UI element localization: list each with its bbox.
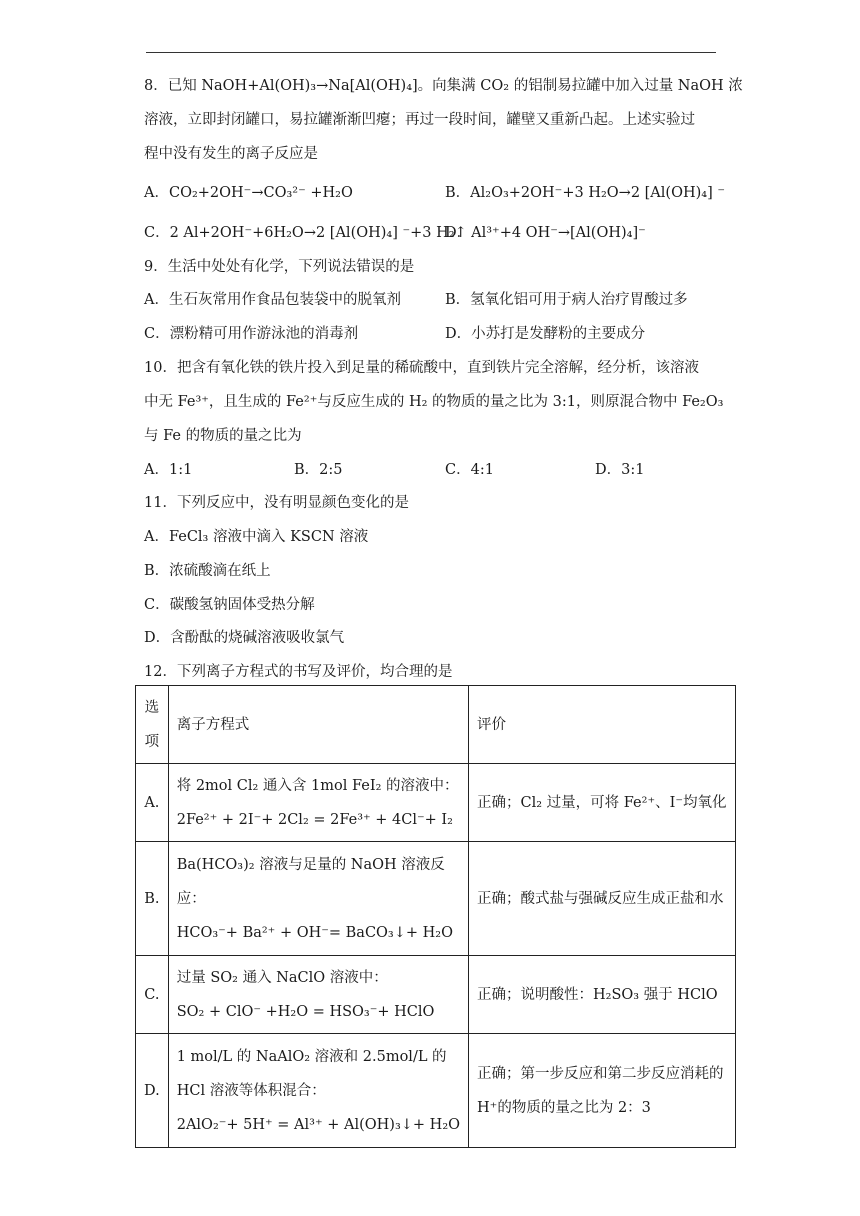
q8-option-d[interactable]: D．Al³⁺+4 OH⁻→[Al(OH)₄]⁻ xyxy=(445,225,646,241)
row-d-equation xyxy=(168,1034,468,1148)
q12-stem: 12．下列离子方程式的书写及评价，均合理的是 xyxy=(144,664,453,680)
row-b-eq-line1: Ba(HCO₃)₂ 溶液与足量的 NaOH 溶液反 xyxy=(176,856,445,873)
q8-option-b[interactable]: B．Al₂O₃+2OH⁻+3 H₂O→2 [Al(OH)₄] ⁻ xyxy=(445,185,725,201)
q9-stem: 9．生活中处处有化学，下列说法错误的是 xyxy=(144,259,415,275)
row-d-option[interactable]: D. xyxy=(136,1034,169,1148)
q8-stem-line1: 8．已知 NaOH+Al(OH)₃→Na[Al(OH)₄]。向集满 CO₂ 的铝制易拉罐中加入过量 NaOH 浓 xyxy=(144,78,743,94)
q8-option-c[interactable]: C．2 Al+2OH⁻+6H₂O→2 [Al(OH)₄] ⁻+3 H₂↑ xyxy=(144,225,467,241)
q8-stem-line2: 溶液，立即封闭罐口，易拉罐渐渐凹瘪；再过一段时间，罐壁又重新凸起。上述实验过 xyxy=(144,112,695,128)
q11-option-c[interactable]: C．碳酸氢钠固体受热分解 xyxy=(144,597,315,613)
row-c-option[interactable]: C. xyxy=(136,956,169,1034)
q10-stem-line2: 中无 Fe³⁺，且生成的 Fe²⁺与反应生成的 H₂ 的物质的量之比为 3:1，则原混合物中 Fe₂O₃ xyxy=(144,394,724,410)
top-rule xyxy=(146,52,716,53)
row-d-evaluation xyxy=(469,1034,735,1148)
header-equation: 离子方程式 xyxy=(168,686,468,764)
row-a-eq-line2: 2Fe²⁺ + 2I⁻+ 2Cl₂ = 2Fe³⁺ + 4Cl⁻+ I₂ xyxy=(176,811,453,828)
row-a-equation xyxy=(168,764,468,842)
header-option-line2: 项 xyxy=(144,733,160,750)
header-option xyxy=(136,686,169,764)
row-d-eq-line1: 1 mol/L 的 NaAlO₂ 溶液和 2.5mol/L 的 xyxy=(176,1048,447,1065)
table-row xyxy=(136,842,736,956)
q11-stem: 11．下列反应中，没有明显颜色变化的是 xyxy=(144,495,409,511)
q9-option-a[interactable]: A．生石灰常用作食品包装袋中的脱氧剂 xyxy=(144,292,401,308)
q8-stem-line3: 程中没有发生的离子反应是 xyxy=(144,146,318,162)
q11-option-d[interactable]: D．含酚酞的烧碱溶液吸收氯气 xyxy=(144,630,345,646)
row-a-eval-line1: 正确；Cl₂ 过量，可将 Fe²⁺、I⁻均氧化 xyxy=(477,794,727,811)
header-option-line1: 选 xyxy=(144,699,160,716)
row-b-eq-line2: 应： xyxy=(176,890,206,907)
row-d-eq-line3: 2AlO₂⁻+ 5H⁺ = Al³⁺ + Al(OH)₃↓+ H₂O xyxy=(176,1116,461,1133)
row-c-eq-line1: 过量 SO₂ 通入 NaClO 溶液中： xyxy=(176,969,388,986)
q11-option-a[interactable]: A．FeCl₃ 溶液中滴入 KSCN 溶液 xyxy=(144,529,369,545)
header-evaluation: 评价 xyxy=(469,686,735,764)
table-row xyxy=(136,1034,736,1148)
row-b-evaluation xyxy=(469,842,735,956)
row-c-eval-line1: 正确；说明酸性：H₂SO₃ 强于 HClO xyxy=(477,986,718,1003)
table-row xyxy=(136,764,736,842)
row-c-evaluation xyxy=(469,956,735,1034)
q10-stem-line1: 10．把含有氧化铁的铁片投入到足量的稀硫酸中，直到铁片完全溶解，经分析，该溶液 xyxy=(144,360,699,376)
table-header-row xyxy=(136,686,736,764)
q10-option-b[interactable]: B．2:5 xyxy=(294,462,343,478)
table-row xyxy=(136,956,736,1034)
row-d-eq-line2: HCl 溶液等体积混合： xyxy=(176,1082,326,1099)
row-c-eq-line2: SO₂ + ClO⁻ +H₂O = HSO₃⁻+ HClO xyxy=(176,1003,435,1020)
q10-option-a[interactable]: A．1:1 xyxy=(144,462,193,478)
row-c-equation xyxy=(168,956,468,1034)
q11-option-b[interactable]: B．浓硫酸滴在纸上 xyxy=(144,563,271,579)
q10-option-d[interactable]: D．3:1 xyxy=(595,462,645,478)
row-b-eval-line1: 正确；酸式盐与强碱反应生成正盐和水 xyxy=(477,890,724,907)
row-a-eq-line1: 将 2mol Cl₂ 通入含 1mol FeI₂ 的溶液中： xyxy=(176,777,459,794)
row-d-eval-line1: 正确；第一步反应和第二步反应消耗的 xyxy=(477,1065,724,1082)
row-b-equation xyxy=(168,842,468,956)
row-d-eval-line2: H⁺的物质的量之比为 2：3 xyxy=(477,1099,651,1116)
q9-option-c[interactable]: C．漂粉精可用作游泳池的消毒剂 xyxy=(144,326,359,342)
q8-option-a[interactable]: A．CO₂+2OH⁻→CO₃²⁻ +H₂O xyxy=(144,185,353,201)
row-a-evaluation xyxy=(469,764,735,842)
row-a-option[interactable]: A. xyxy=(136,764,169,842)
row-b-option[interactable]: B. xyxy=(136,842,169,956)
q12-table xyxy=(135,685,736,1148)
q10-stem-line3: 与 Fe 的物质的量之比为 xyxy=(144,428,302,444)
q9-option-d[interactable]: D．小苏打是发酵粉的主要成分 xyxy=(445,326,646,342)
q10-option-c[interactable]: C．4:1 xyxy=(445,462,494,478)
row-b-eq-line3: HCO₃⁻+ Ba²⁺ + OH⁻= BaCO₃↓+ H₂O xyxy=(176,924,453,941)
q9-option-b[interactable]: B．氢氧化铝可用于病人治疗胃酸过多 xyxy=(445,292,688,308)
